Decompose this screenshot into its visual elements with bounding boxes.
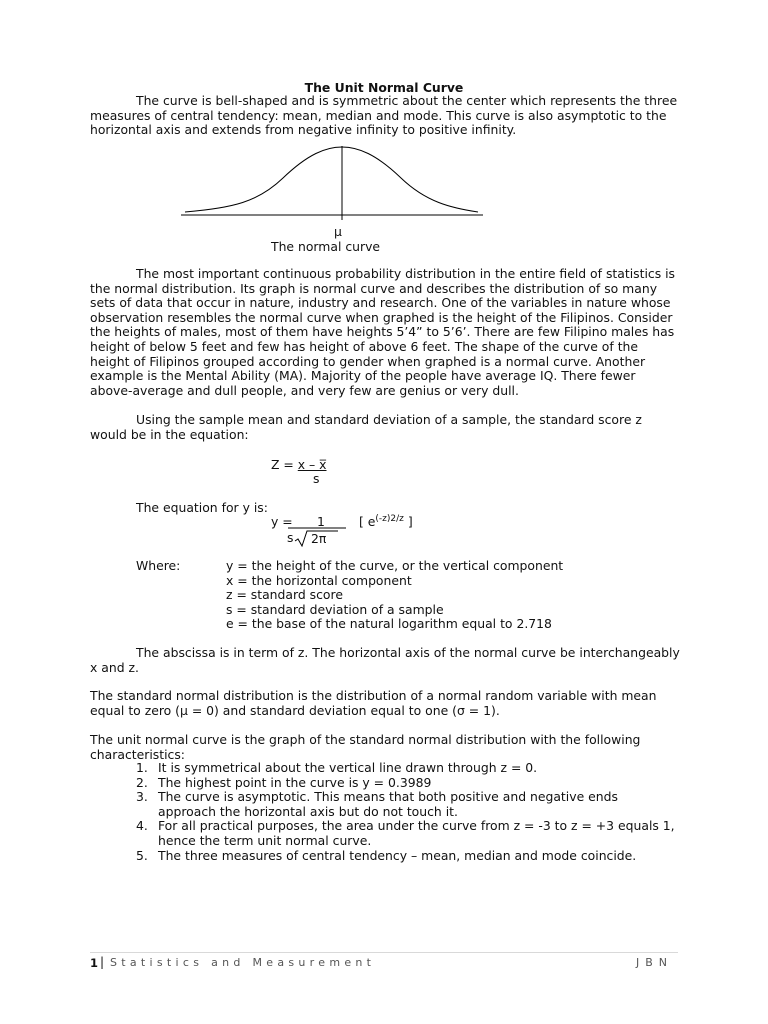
list-number: 1.	[136, 760, 148, 775]
list-number: 2.	[136, 774, 148, 790]
list-text: For all practical purposes, the area under the curve from z = -3 to z = +3 equals 1, hence the term unit normal curve.	[158, 818, 675, 848]
y-formula-exponent: (-z)2/z	[375, 514, 404, 524]
footer-title: Statistics and Measurement	[110, 956, 376, 969]
list-item	[136, 849, 676, 864]
characteristics-list	[136, 761, 676, 863]
footer-author: JBN	[636, 956, 674, 969]
where-item: y = the height of the curve, or the vertical component	[226, 558, 564, 573]
y-formula-exponential	[359, 514, 413, 529]
where-item: z = standard score	[226, 587, 343, 602]
z-formula-numerator: x – x̅	[297, 457, 327, 472]
y-formula-lhs: y =	[271, 514, 297, 529]
where-item: s = standard deviation of a sample	[226, 602, 444, 617]
list-text: The curve is asymptotic. This means that both positive and negative ends approach the horizontal axis but do not touch it.	[158, 789, 618, 819]
y-formula-radicand: 2π	[311, 531, 327, 546]
y-equation-intro: The equation for y is:	[136, 500, 268, 515]
list-number: 3.	[136, 789, 148, 805]
normal-curve-figure	[178, 142, 488, 222]
standard-score-paragraph: Using the sample mean and standard deviation of a sample, the standard score z would be in the equation:	[90, 412, 642, 442]
list-item	[136, 790, 676, 819]
page-title: The Unit Normal Curve	[304, 80, 464, 95]
normal-distribution-paragraph: The most important continuous probability distribution in the entire field of statistics is the normal distribution. Its graph is normal curve and describes the distribution of so many sets of data that occur in nature, industry and research. One of the variables in nature whose observation resembles the normal curve when graphed is the height of the Filipinos. Consider the heights of males, most of them have heights 5’4” to 5’6’. There are few Filipino males has height of below 5 feet and few has height of above 6 feet. The shape of the curve of the height of Filipinos grouped according to gender when graphed is a normal curve. Another example is the Mental Ability (MA). Majority of the people have average IQ. There fewer above-average and dull people, and very few are genius or very dull.	[90, 266, 676, 398]
list-item	[136, 819, 676, 848]
z-formula-lhs: Z =	[271, 457, 298, 472]
y-formula-bracket-open: [ e	[359, 514, 376, 530]
footer-page-number: 1	[90, 956, 99, 970]
list-item	[136, 761, 676, 776]
abscissa-paragraph: The abscissa is in term of z. The horizontal axis of the normal curve be interchangeably x and z.	[90, 645, 680, 675]
list-item	[136, 776, 676, 791]
intro-paragraph: The curve is bell-shaped and is symmetric about the center which represents the three measures of central tendency: mean, median and mode. This curve is also asymptotic to the horizontal axis and extends from negative infinity to positive infinity.	[90, 93, 678, 138]
list-text: The three measures of central tendency – mean, median and mode coincide.	[158, 847, 637, 863]
mu-label: μ	[334, 224, 342, 239]
unit-curve-paragraph: The unit normal curve is the graph of the standard normal distribution with the following characteristics:	[90, 732, 641, 762]
bell-curve	[185, 147, 478, 212]
standard-normal-paragraph: The standard normal distribution is the distribution of a normal random variable with mean equal to zero (μ = 0) and standard deviation equal to one (σ = 1).	[90, 688, 657, 718]
list-number: 4.	[136, 818, 148, 834]
z-formula	[271, 457, 327, 472]
y-formula-bracket-close: ]	[403, 514, 413, 530]
z-formula-denominator: s	[313, 471, 320, 486]
y-formula-denominator-s: s	[287, 530, 294, 545]
footer-separator: |	[100, 955, 105, 969]
figure-caption: The normal curve	[271, 239, 381, 254]
where-item: x = the horizontal component	[226, 573, 412, 588]
list-text: The highest point in the curve is y = 0.3989	[158, 774, 432, 790]
where-label: Where:	[136, 558, 181, 573]
footer-divider	[90, 952, 678, 953]
where-item: e = the base of the natural logarithm equal to 2.718	[226, 616, 552, 631]
y-formula-numerator: 1	[317, 514, 325, 529]
list-text: It is symmetrical about the vertical line drawn through z = 0.	[158, 760, 538, 775]
list-number: 5.	[136, 847, 148, 863]
